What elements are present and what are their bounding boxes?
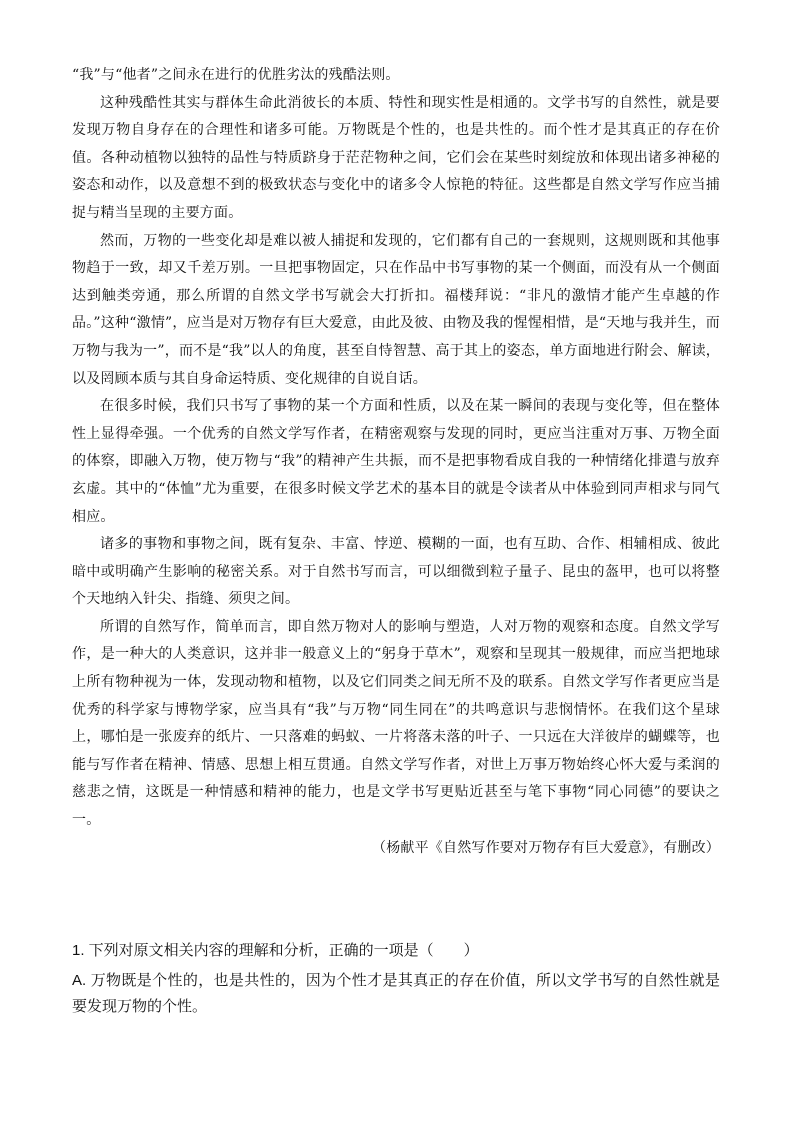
paragraph-2: 这种残酷性其实与群体生命此消彼长的本质、特性和现实性是相通的。文学书写的自然性，就是要发现万物自身存在的合理性和诸多可能。万物既是个性的，也是共性的。而个性才是其真正的存在价值。各种动植物以独特的品性与特质跻身于茫茫物种之间，它们会在某些时刻绽放和体现出诸多神秘的姿态和动作，以及意想不到的极致状态与变化中的诸多令人惊艳的特征。这些都是自然文学写作应当捕捉与精当呈现的主要方面。 — [72, 94, 720, 221]
question-section — [72, 938, 720, 1020]
reading-passage — [72, 62, 720, 862]
question-1-option-a: A. 万物既是个性的，也是共性的，因为个性才是其真正的存在价值，所以文学书写的自然性就是要发现万物的个性。 — [72, 972, 720, 1015]
question-1-stem: 1. 下列对原文相关内容的理解和分析，正确的一项是（ ） — [72, 942, 479, 959]
paragraph-3: 然而，万物的一些变化却是难以被人捕捉和发现的，它们都有自己的一套规则，这规则既和其他事物趋于一致，却又千差万别。一旦把事物固定，只在作品中书写事物的某一个侧面，而没有从一个侧面达到触类旁通，那么所谓的自然文学书写就会大打折扣。福楼拜说：“非凡的激情才能产生卓越的作品。”这种“激情”，应当是对万物存有巨大爱意，由此及彼、由物及我的惺惺相惜，是“天地与我并生，而万物与我为一”，而不是“我”以人的角度，甚至自恃智慧、高于其上的姿态，单方面地进行附会、解读，以及罔顾本质与其自身命运特质、变化规律的自说自话。 — [72, 232, 720, 387]
paragraph-1: “我”与“他者”之间永在进行的优胜劣汰的残酷法则。 — [72, 67, 400, 83]
paragraph-5: 诸多的事物和事物之间，既有复杂、丰富、悖逆、模糊的一面，也有互助、合作、相辅相成、彼此暗中或明确产生影响的秘密关系。对于自然书写而言，可以细微到粒子量子、昆虫的盔甲，也可以将整个天地纳入针尖、指缝、须臾之间。 — [72, 536, 720, 608]
passage-source: （杨献平《自然写作要对万物存有巨大爱意》，有删改） — [372, 839, 720, 856]
paragraph-4: 在很多时候，我们只书写了事物的某一个方面和性质，以及在某一瞬间的表现与变化等，但在整体性上显得牵强。一个优秀的自然文学写作者，在精密观察与发现的同时，更应当注重对万事、万物全面的体察，即融入万物，使万物与“我”的精神产生共振，而不是把事物看成自我的一种情绪化排遣与放弃玄虚。其中的“体恤”尤为重要，在很多时候文学艺术的基本目的就是令读者从中体验到同声相求与同气相应。 — [72, 398, 720, 525]
paragraph-6: 所谓的自然写作，简单而言，即自然万物对人的影响与塑造，人对万物的观察和态度。自然文学写作，是一种大的人类意识，这并非一般意义上的“躬身于草木”，观察和呈现其一般规律，而应当把地球上所有物种视为一体，发现动物和植物，以及它们同类之间无所不及的联系。自然文学写作者更应当是优秀的科学家与博物学家，应当具有“我”与万物“同生同在”的共鸣意识与悲悯情怀。在我们这个星球上，哪怕是一张废弃的纸片、一只落难的蚂蚁、一片将落未落的叶子、一只远在大洋彼岸的蝴蝶等，也能与写作者在精神、情感、思想上相互贯通。自然文学写作者，对世上万事万物始终心怀大爱与柔润的慈悲之情，这既是一种情感和精神的能力，也是文学书写更贴近甚至与笔下事物“同心同德”的要诀之一。 — [72, 618, 720, 829]
